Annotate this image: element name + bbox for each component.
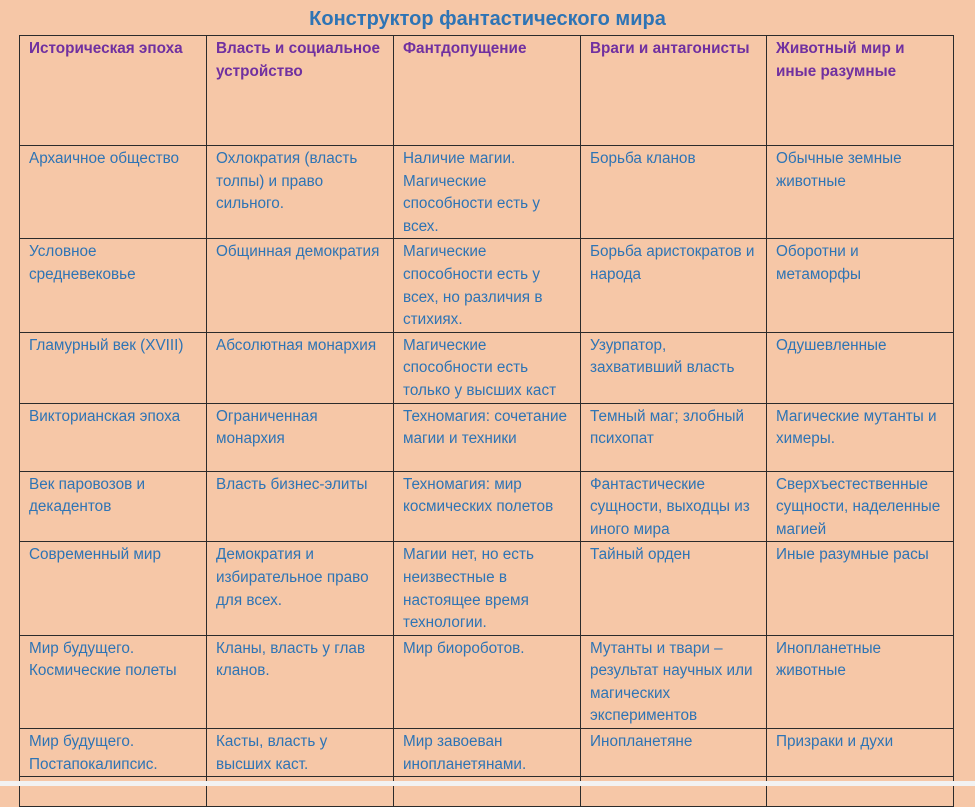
table-cell: Современный мир (20, 542, 207, 635)
header-cell: Власть и социальное устройство (207, 36, 394, 146)
table-row (20, 471, 954, 542)
table-cell: Условное средневековье (20, 239, 207, 332)
table-row (20, 403, 954, 471)
table-cell: Иные разумные расы (767, 542, 954, 635)
table-cell: Архаичное общество (20, 146, 207, 239)
header-cell: Животный мир и иные разумные (767, 36, 954, 146)
page-title: Конструктор фантастического мира (309, 8, 666, 30)
table-cell: Мир биороботов. (394, 635, 581, 728)
table-row (20, 542, 954, 635)
table-row (20, 332, 954, 403)
table-row (20, 146, 954, 239)
table-cell: Призраки и духи (767, 729, 954, 777)
header-cell: Фантдопущение (394, 36, 581, 146)
table-cell: Кланы, власть у глав кланов. (207, 635, 394, 728)
table-cell: Магические способности есть только у высших каст (394, 332, 581, 403)
header-cell: Враги и антагонисты (581, 36, 767, 146)
header-row (20, 36, 954, 146)
table-cell: Общинная демократия (207, 239, 394, 332)
table-cell: Мир будущего. Космические полеты (20, 635, 207, 728)
table-cell: Тайный орден (581, 542, 767, 635)
table-cell: Магии нет, но есть неизвестные в настоящее время технологии. (394, 542, 581, 635)
table-cell: Магические мутанты и химеры. (767, 403, 954, 471)
table-cell: Мир завоеван инопланетянами. (394, 729, 581, 777)
table-cell: Наличие магии. Магические способности есть у всех. (394, 146, 581, 239)
table-cell: Охлократия (власть толпы) и право сильного. (207, 146, 394, 239)
table-cell: Обычные земные животные (767, 146, 954, 239)
table-cell: Гламурный век (XVIII) (20, 332, 207, 403)
table-cell: Узурпатор, захвативший власть (581, 332, 767, 403)
table-cell: Сверхъестественные сущности, наделенные магией (767, 471, 954, 542)
table-cell: Борьба кланов (581, 146, 767, 239)
table-cell: Оборотни и метаморфы (767, 239, 954, 332)
world-constructor-table (19, 35, 954, 807)
table-cell: Викторианская эпоха (20, 403, 207, 471)
table-row (20, 729, 954, 777)
table-cell: Техномагия: сочетание магии и техники (394, 403, 581, 471)
table-cell: Темный маг; злобный психопат (581, 403, 767, 471)
table-cell: Инопланетяне (581, 729, 767, 777)
table-row (20, 635, 954, 728)
table-cell: Касты, власть у высших каст. (207, 729, 394, 777)
table-cell: Инопланетные животные (767, 635, 954, 728)
table-cell: Абсолютная монархия (207, 332, 394, 403)
table-cell: Мутанты и твари – результат научных или магических экспериментов (581, 635, 767, 728)
table-cell: Мир будущего. Постапокалипсис. (20, 729, 207, 777)
table-cell: Ограниченная монархия (207, 403, 394, 471)
table-row (20, 239, 954, 332)
table-cell: Техномагия: мир космических полетов (394, 471, 581, 542)
header-cell: Историческая эпоха (20, 36, 207, 146)
table-cell: Власть бизнес-элиты (207, 471, 394, 542)
table-cell: Одушевленные (767, 332, 954, 403)
table-cell: Фантастические сущности, выходцы из иного мира (581, 471, 767, 542)
table-cell: Демократия и избирательное право для всех. (207, 542, 394, 635)
table-cell: Магические способности есть у всех, но различия в стихиях. (394, 239, 581, 332)
table-cell: Борьба аристократов и народа (581, 239, 767, 332)
page-bottom-edge (0, 781, 975, 786)
table-cell: Век паровозов и декадентов (20, 471, 207, 542)
